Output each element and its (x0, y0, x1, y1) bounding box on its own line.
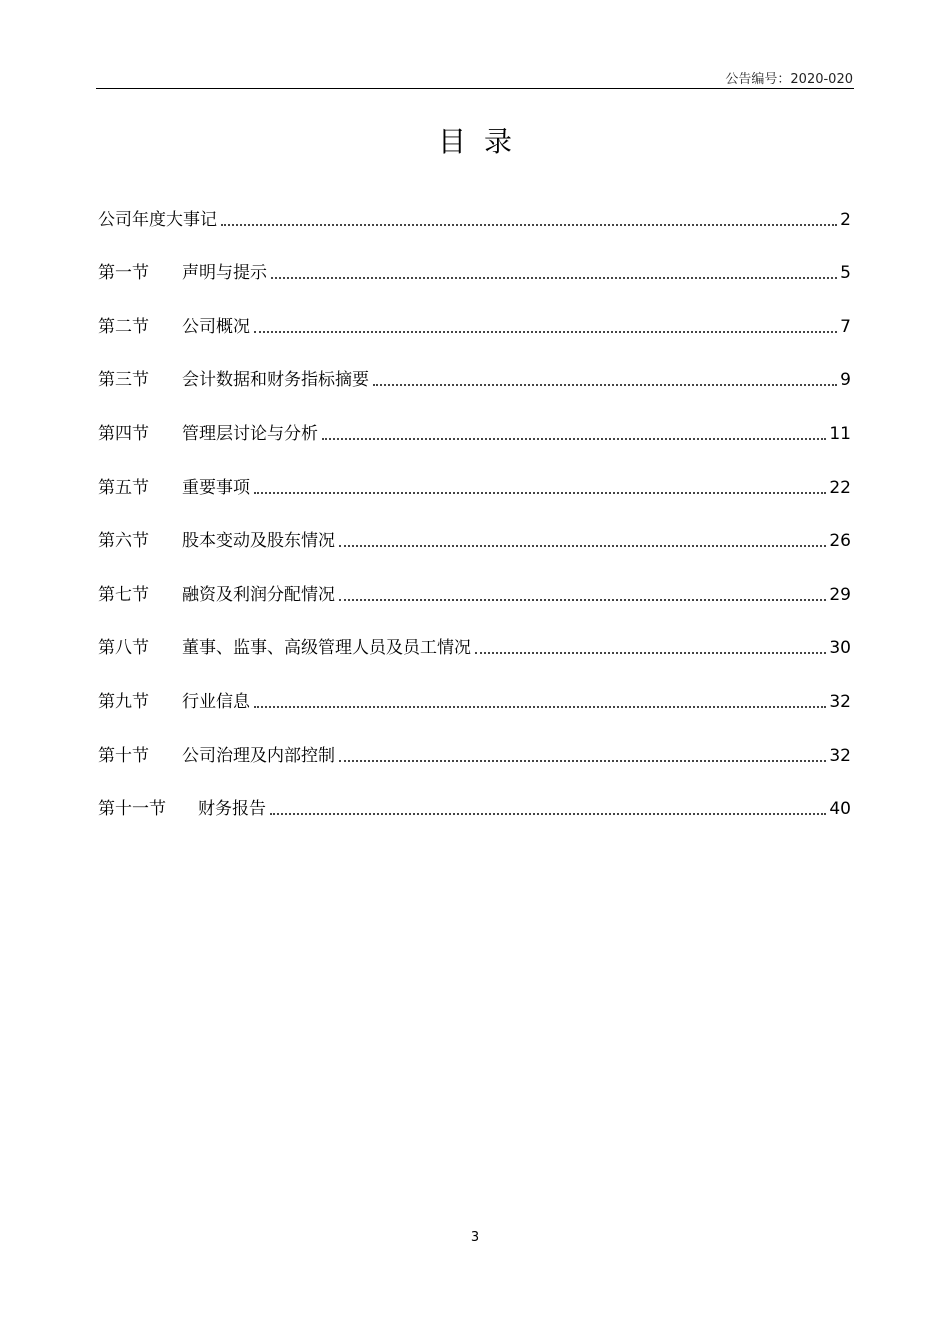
toc-entry-section: 第二节 (98, 316, 149, 337)
toc-entry[interactable] (98, 623, 851, 677)
toc-entry-page: 7 (840, 316, 851, 337)
toc-dot-leader (221, 224, 837, 226)
toc-entry-title: 公司年度大事记 (98, 209, 217, 230)
toc-entry-section: 第四节 (98, 423, 149, 444)
toc-entry-page: 2 (840, 209, 851, 230)
toc-entry[interactable] (98, 516, 851, 570)
toc-entry-page: 26 (829, 531, 851, 552)
toc-dot-leader (271, 277, 837, 279)
toc-entry-section: 第七节 (98, 584, 149, 605)
toc-entry-page: 29 (829, 584, 851, 605)
toc-entry-section: 第十节 (98, 745, 149, 766)
toc-entry-title: 会计数据和财务指标摘要 (182, 370, 369, 391)
toc-entry-page: 9 (840, 370, 851, 391)
toc-entry[interactable] (98, 248, 851, 302)
toc-entry-title: 行业信息 (182, 691, 250, 712)
toc-entry-title: 重要事项 (182, 477, 250, 498)
toc-dot-leader (270, 813, 826, 815)
toc-entry-title: 股本变动及股东情况 (182, 531, 335, 552)
announcement-number: 公告编号：2020-020 (725, 72, 853, 87)
toc-entry-page: 22 (829, 477, 851, 498)
toc-entry-page: 32 (829, 691, 851, 712)
toc-dot-leader (254, 331, 837, 333)
toc-entry-title: 财务报告 (198, 799, 266, 820)
toc-entry-title: 董事、监事、高级管理人员及员工情况 (182, 638, 471, 659)
toc-dot-leader (339, 545, 826, 547)
toc-dot-leader (475, 652, 826, 654)
toc-entry-title: 管理层讨论与分析 (182, 423, 318, 444)
toc-entry-title: 公司概况 (182, 316, 250, 337)
toc-dot-leader (254, 706, 826, 708)
toc-dot-leader (322, 438, 826, 440)
toc-entry-section: 第五节 (98, 477, 149, 498)
toc-entry[interactable] (98, 462, 851, 516)
toc-entry-section: 第三节 (98, 370, 149, 391)
toc-entry[interactable] (98, 784, 851, 838)
table-of-contents (98, 194, 851, 837)
toc-dot-leader (339, 599, 826, 601)
toc-entry-page: 30 (829, 638, 851, 659)
toc-entry[interactable] (98, 408, 851, 462)
toc-entry-page: 32 (829, 745, 851, 766)
toc-entry-page: 11 (829, 423, 851, 444)
toc-entry-page: 40 (829, 799, 851, 820)
toc-entry-title: 声明与提示 (182, 263, 267, 284)
toc-dot-leader (254, 492, 826, 494)
toc-entry-section: 第十一节 (98, 799, 166, 820)
toc-entry-section: 第八节 (98, 638, 149, 659)
page-number: 3 (470, 1230, 480, 1245)
toc-entry-section: 第九节 (98, 691, 149, 712)
toc-entry[interactable] (98, 569, 851, 623)
toc-entry-page: 5 (840, 263, 851, 284)
toc-dot-leader (373, 384, 837, 386)
toc-entry[interactable] (98, 194, 851, 248)
toc-entry-section: 第一节 (98, 263, 149, 284)
toc-entry[interactable] (98, 676, 851, 730)
header-rule (96, 88, 854, 89)
toc-entry-title: 公司治理及内部控制 (182, 745, 335, 766)
toc-entry[interactable] (98, 355, 851, 409)
toc-entry[interactable] (98, 730, 851, 784)
toc-entry[interactable] (98, 301, 851, 355)
toc-dot-leader (339, 760, 826, 762)
toc-entry-section: 第六节 (98, 531, 149, 552)
page-title: 目录 (437, 125, 530, 158)
toc-entry-title: 融资及利润分配情况 (182, 584, 335, 605)
